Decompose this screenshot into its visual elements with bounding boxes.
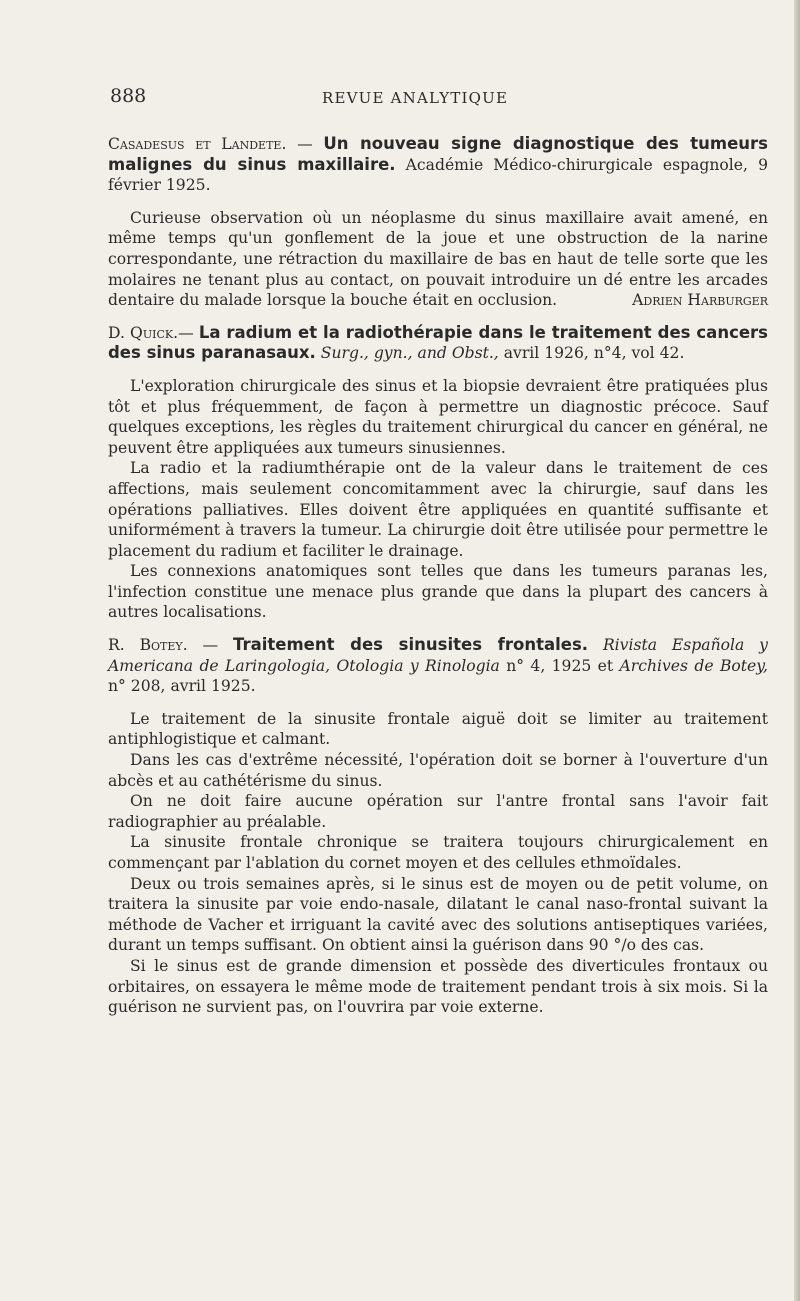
source-journal: Surg., gyn., and Obst., xyxy=(320,344,499,363)
citation xyxy=(108,323,768,364)
entry-casadesus xyxy=(108,134,768,311)
dash: — xyxy=(178,323,199,342)
page-number: 888 xyxy=(110,85,147,107)
citation xyxy=(108,134,768,196)
page-edge xyxy=(794,0,800,1301)
page xyxy=(108,86,768,1030)
author: D. Quick. xyxy=(108,323,179,342)
paragraph: Les connexions anatomiques sont telles que dans les tumeurs paranas les, l'infection constitue une menace plus grande que dans la plupart des cancers à autres localisations. xyxy=(108,562,768,622)
paragraph: On ne doit faire aucune opération sur l'antre frontal sans l'avoir fait radiographier au préalable. xyxy=(108,792,768,831)
source-journal-2: Archives de Botey, xyxy=(619,656,768,675)
paragraph: La radio et la radiumthérapie ont de la valeur dans le traitement de ces affections, mais seulement concomitamment avec la chirurgie, sauf dans les opérations palliatives. Elles doivent être appliquées en quantité suffisante et uniformément à travers la tumeur. La chirurgie doit être utilisée pour permettre le placement du radium et faciliter le drainage. xyxy=(108,459,768,560)
journal-title: REVUE ANALYTIQUE xyxy=(322,89,509,107)
source-issue: n° 4, 1925 et xyxy=(499,656,620,675)
source: Académie Médico-chirurgicale espagnole, 9 février 1925. xyxy=(108,155,768,195)
signature: Adrien Harburger xyxy=(632,291,768,310)
source-details: n° 208, avril 1925. xyxy=(108,677,256,696)
paragraph: L'exploration chirurgicale des sinus et la biopsie devraient être pratiquées plus tôt et plus fréquemment, de façon à permettre un diagnostic précoce. Sauf quelques exceptions, les règles du traitement chirurgical du cancer en général, ne peuvent être appliquées aux tumeurs sinusiennes. xyxy=(108,376,768,457)
paragraph: Si le sinus est de grande dimension et possède des diverticules frontaux ou orbitaires, on essayera le même mode de traitement pendant trois à six mois. Si la guérison ne survient pas, on l'ouvrira par voie externe. xyxy=(108,956,768,1017)
dash: — xyxy=(187,636,234,655)
citation xyxy=(108,635,768,697)
paragraph: Curieuse observation où un néoplasme du sinus maxillaire avait amené, en même temps qu'un gonflement de la joue et une obstruction de la narine correspondante, une rétraction du maxillaire de bas en haut de telle sorte que les molaires ne tenant plus au contact, on pouvait introduire un dé entre les arcades dentaire du malade lorsque la bouche était en occlusion. xyxy=(108,208,768,310)
article-title: Traitement des sinusites frontales. xyxy=(233,635,589,655)
source-details: avril 1926, n°4, vol 42. xyxy=(498,344,685,363)
paragraph: Le traitement de la sinusite frontale aiguë doit se limiter au traitement antiphlogistique et calmant. xyxy=(108,709,768,749)
source-journal: Rivista Española y Americana de Laringologia, Otologia y Rinologia xyxy=(108,636,768,675)
article-title: La radium et la radiothérapie dans le traitement des cancers des sinus paranasaux. xyxy=(108,322,768,363)
running-head xyxy=(108,86,768,110)
author: R. Botey. xyxy=(108,636,188,655)
paragraph: Deux ou trois semaines après, si le sinus est de moyen ou de petit volume, on traitera la sinusite par voie endo-nasale, dilatant le canal naso-frontal suivant la méthode de Vacher et irriguant la cavité avec des solutions antiseptiques variées, durant un temps suffisant. On obtient ainsi la guérison dans 90 °/o des cas. xyxy=(108,874,768,955)
entry-quick xyxy=(108,323,768,623)
entry-botey xyxy=(108,635,768,1018)
author: Casadesus et Landete. xyxy=(108,135,287,153)
paragraph: La sinusite frontale chronique se traitera toujours chirurgicalement en commençant par l'ablation du cornet moyen et des cellules ethmoïdales. xyxy=(108,833,768,872)
article-title: Un nouveau signe diagnostique des tumeurs malignes du sinus maxillaire. xyxy=(108,134,768,174)
paragraph: Dans les cas d'extrême nécessité, l'opération doit se borner à l'ouverture d'un abcès et au cathétérisme du sinus. xyxy=(108,751,768,790)
dash: — xyxy=(286,135,324,153)
